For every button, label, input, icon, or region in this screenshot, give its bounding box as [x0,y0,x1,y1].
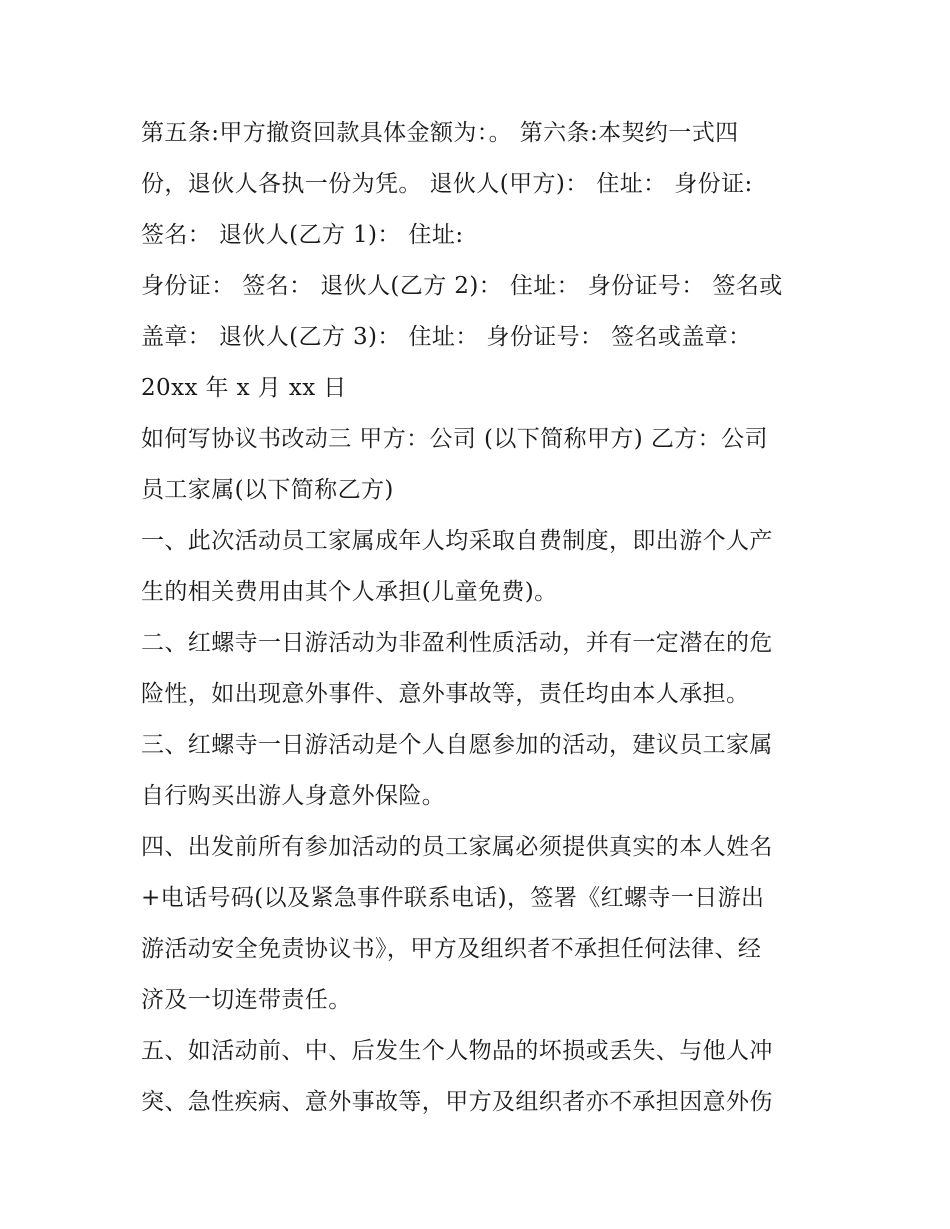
text-line: 如何写协议书改动三 甲方：公司 (以下简称甲方) 乙方：公司 [141,426,768,452]
text-line: 员工家属(以下简称乙方) [141,477,394,503]
text-line: 自行购买出游人身意外保险。 [141,783,446,809]
text-line: 盖章： 退伙人(乙方 3)： 住址： 身份证号： 签名或盖章： [141,324,752,350]
text-line: 五、如活动前、中、后发生个人物品的坏损或丢失、与他人冲 [141,1038,773,1064]
text-line: 身份证： 签名： 退伙人(乙方 2)： 住址： 身份证号： 签名或 [141,273,783,299]
text-line: 二、红螺寺一日游活动为非盈利性质活动，并有一定潜在的危 [141,630,773,656]
date-line: 20xx 年 x 月 xx 日 [141,375,347,401]
text-line: 游活动安全免责协议书》，甲方及组织者不承担任何法律、经 [141,936,762,962]
text-line: 签名： 退伙人(乙方 1)： 住址: [141,222,464,248]
text-line: +电话号码(以及紧急事件联系电话)，签署《红螺寺一日游出 [141,885,765,911]
text-line: 一、此次活动员工家属成年人均采取自费制度，即出游个人产 [141,528,773,554]
text-line: 第五条:甲方撤资回款具体金额为：。 第六条:本契约一式四 [141,120,739,146]
text-line: 险性，如出现意外事件、意外事故等，责任均由本人承担。 [141,681,750,707]
text-line: 生的相关费用由其个人承担(儿童免费)。 [141,579,558,605]
text-line: 三、红螺寺一日游活动是个人自愿参加的活动，建议员工家属 [141,732,773,758]
text-line: 济及一切连带责任。 [141,987,352,1013]
text-line: 份，退伙人各执一份为凭。 退伙人(甲方)： 住址： 身份证: [141,171,753,197]
text-line: 四、出发前所有参加活动的员工家属必须提供真实的本人姓名 [141,834,773,860]
text-line: 突、急性疾病、意外事故等，甲方及组织者亦不承担因意外伤 [141,1089,773,1115]
document-body [141,108,821,1128]
